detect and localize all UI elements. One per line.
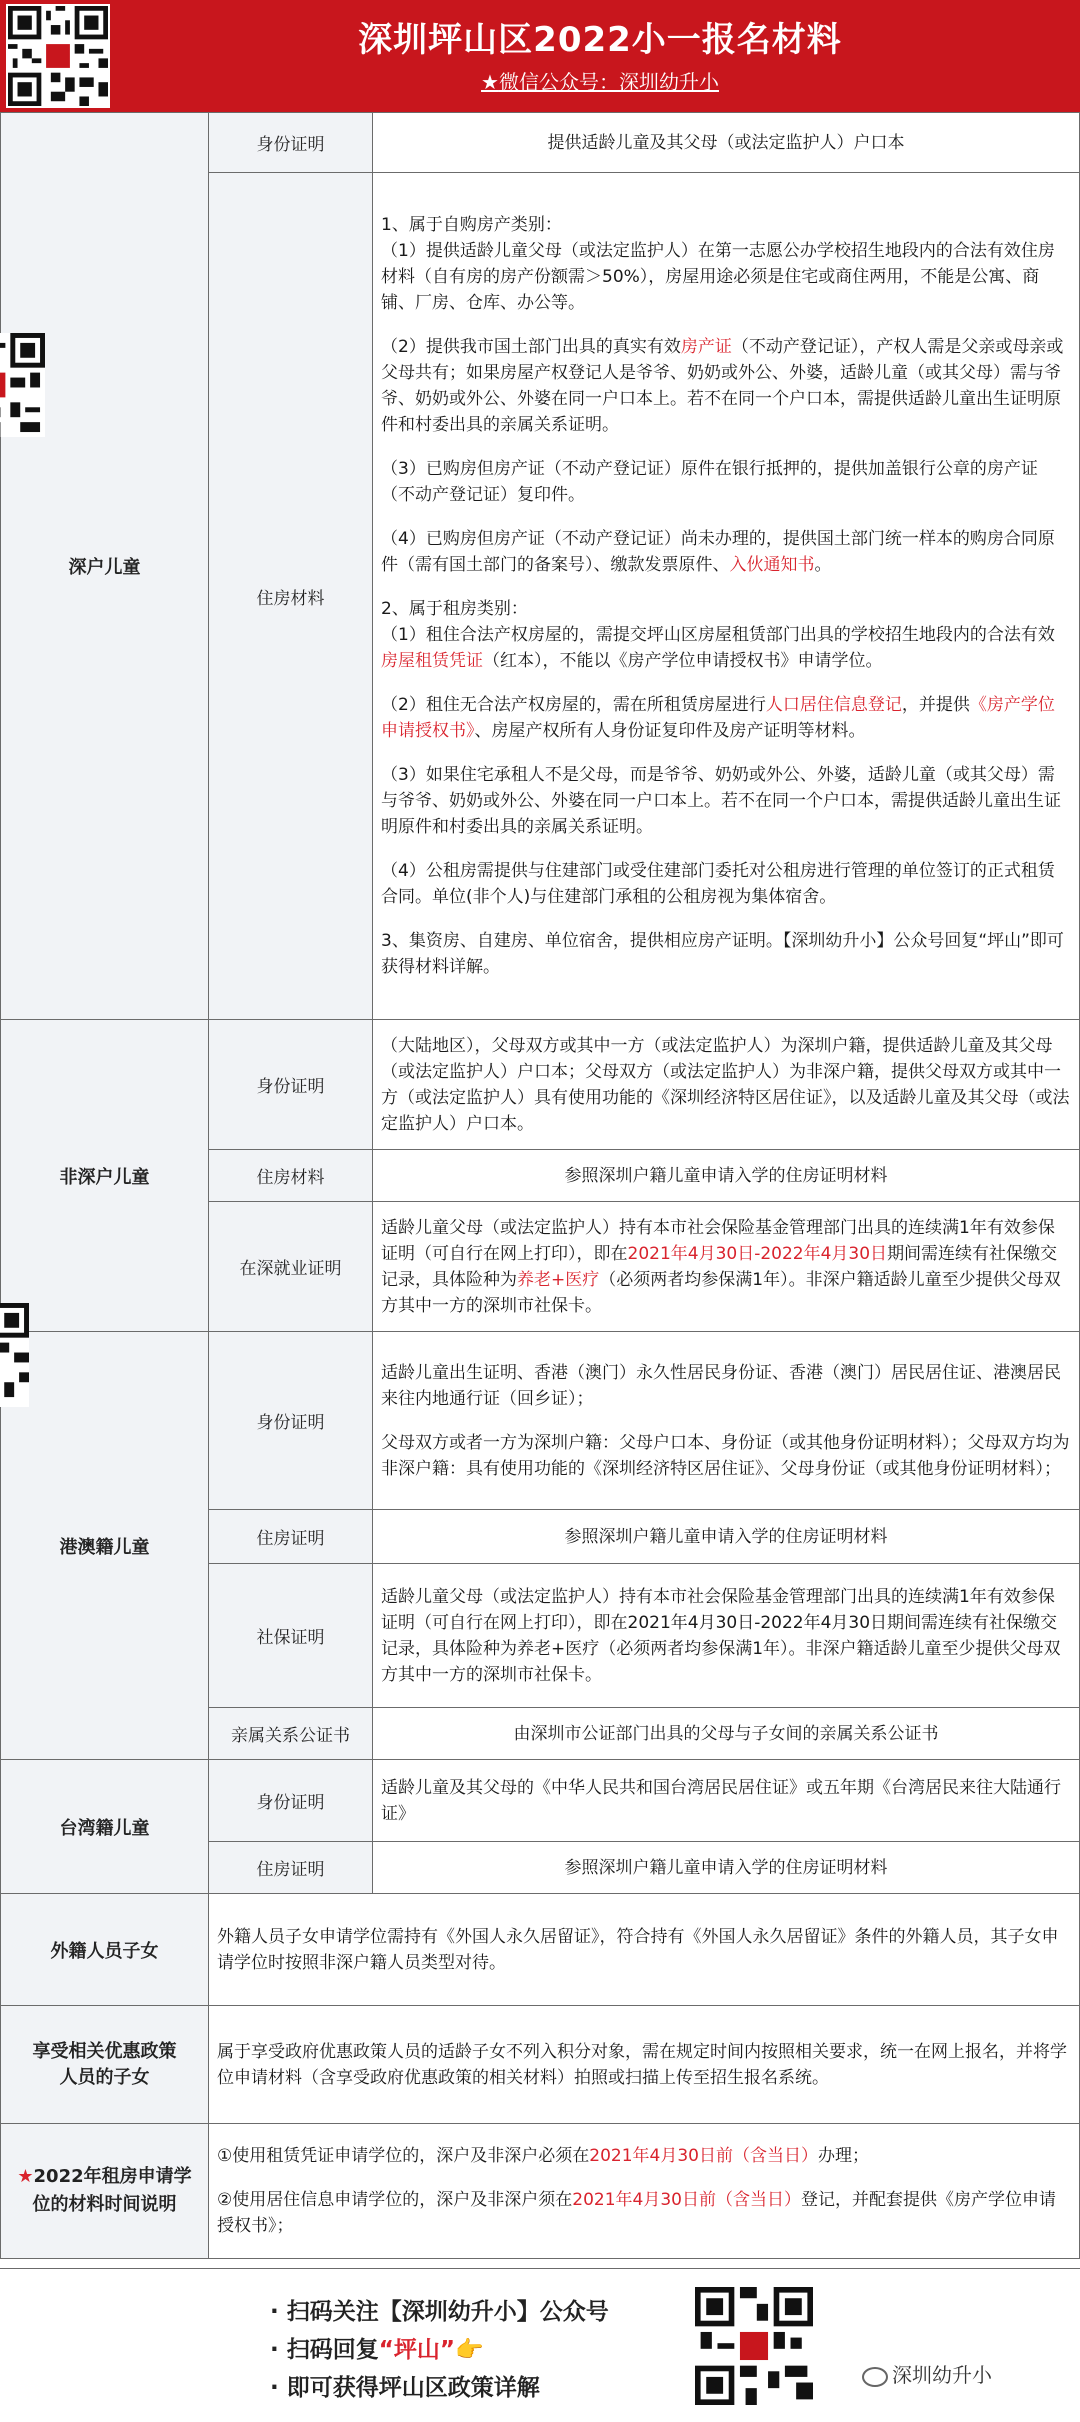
paragraph: （1）提供适龄儿童父母（或法定监护人）在第一志愿公办学校招生地段内的合法有效住房材料（自有房的房产份额需＞50%），房屋用途必须是住宅或商住两用，不能是公寓、商铺、厂房、仓库、办公等。 — [381, 241, 1055, 313]
table-row — [1, 1020, 1080, 1150]
content-cell: 由深圳市公证部门出具的父母与子女间的亲属关系公证书 — [373, 1708, 1080, 1760]
content-cell: 适龄儿童及其父母的《中华人民共和国台湾居民居住证》或五年期《台湾居民来往大陆通行证》 — [373, 1760, 1080, 1842]
highlight-text: 入伙通知书 — [729, 555, 815, 575]
category-gangao — [1, 1332, 209, 1760]
text-span: 、房屋产权所有人身份证复印件及房产证明等材料。 — [474, 721, 866, 741]
table-row — [1, 1894, 1080, 2006]
footer-line: · 即可获得坪山区政策详解 — [270, 2375, 540, 2401]
text-span: · 扫码回复 — [270, 2337, 379, 2363]
paragraph — [217, 2143, 1071, 2169]
subcategory-label: 住房证明 — [209, 1510, 373, 1564]
subcategory-label: 身份证明 — [209, 1332, 373, 1510]
table-row — [1, 113, 1080, 173]
highlight-text: 2021年4月30日-2022年4月30日 — [627, 1243, 888, 1264]
paragraph — [381, 622, 1071, 674]
category-shenhu — [1, 113, 209, 1020]
paragraph: 3、集资房、自建房、单位宿舍，提供相应房产证明。【深圳幼升小】公众号回复“坪山”即可获得材料详解。 — [381, 931, 1064, 977]
category-taiwan: 台湾籍儿童 — [1, 1760, 209, 1894]
paragraph: （3）如果住宅承租人不是父母，而是爷爷、奶奶或外公、外婆，适龄儿童（或其父母）需与爷爷、奶奶或外公、外婆在同一户口本上。若不在同一个户口本，需提供适龄儿童出生证明原件和村委出具的亲属关系证明。 — [381, 765, 1061, 837]
wechat-account — [862, 2359, 992, 2388]
header-banner — [0, 0, 1080, 112]
footer-promo — [0, 2268, 1080, 2422]
subcategory-label: 在深就业证明 — [209, 1202, 373, 1332]
qr-code-icon — [695, 2287, 813, 2405]
text-span: 。 — [814, 555, 832, 575]
highlight-text: 房产证 — [680, 337, 732, 357]
text-span: ②使用居住信息申请学位的，深户及非深户须在 — [217, 2190, 573, 2210]
star-icon: ★ — [17, 2166, 34, 2187]
wechat-icon — [862, 2367, 888, 2387]
content-cell — [373, 173, 1080, 1020]
qr-code-icon — [0, 1303, 29, 1407]
text-span: （1）租住合法产权房屋的，需提交坪山区房屋租赁部门出具的学校招生地段内的合法有效 — [381, 625, 1055, 645]
content-cell: 适龄儿童父母（或法定监护人）持有本市社会保险基金管理部门出具的连续满1年有效参保证明（可自行在网上打印），即在2021年4月30日-2022年4月30日期间需连续有社保缴交记录，具体险种为养老+医疗（必须两者均参保满1年）。非深户籍适龄儿童至少提供父母双方其中一方的深圳市社保卡。 — [373, 1564, 1080, 1708]
table-row — [1, 2124, 1080, 2259]
content-cell — [209, 2124, 1080, 2259]
page-title: 深圳坪山区2022小一报名材料 — [358, 20, 842, 60]
paragraph — [381, 334, 1071, 438]
subcategory-label: 亲属关系公证书 — [209, 1708, 373, 1760]
qr-code-icon — [6, 4, 110, 108]
highlight-text: 房屋租赁凭证 — [381, 651, 483, 671]
paragraph: 1、属于自购房产类别： — [381, 215, 562, 235]
footer-line — [270, 2331, 484, 2364]
text-span: （2）租住无合法产权房屋的，需在所租赁房屋进行 — [381, 695, 766, 715]
subcategory-label: 住房材料 — [209, 1150, 373, 1202]
text-span: （红本），不能以《房产学位申请授权书》申请学位。 — [483, 651, 883, 671]
subtitle-text: 微信公众号：深圳幼升小 — [498, 70, 719, 94]
category-feishenhu: 非深户儿童 — [1, 1020, 209, 1332]
subcategory-label: 住房证明 — [209, 1842, 373, 1894]
text-span: （2）提供我市国土部门出具的真实有效 — [381, 337, 681, 357]
content-cell: 参照深圳户籍儿童申请入学的住房证明材料 — [373, 1510, 1080, 1564]
category-rental — [1, 2124, 209, 2259]
highlight-text: 2021年4月30日前（含当日） — [589, 2146, 818, 2166]
materials-table — [0, 112, 1080, 2259]
highlight-text: “坪山” — [378, 2337, 455, 2363]
paragraph: （4）公租房需提供与住建部门或受住建部门委托对公租房进行管理的单位签订的正式租赁合同。单位(非个人)与住建部门承租的公租房视为集体宿舍。 — [381, 861, 1055, 907]
text-span: （必须两者均参保满1年）。非深户籍适龄儿童至少提供父母双方其中一方的深圳市社保卡。 — [381, 1269, 1061, 1316]
category-foreign: 外籍人员子女 — [1, 1894, 209, 2006]
text-span: 办理； — [817, 2146, 869, 2166]
text-span: （不动产登记证），产权人需是父亲或母亲或父母共有；如果房屋产权登记人是爷爷、奶奶或外公、外婆，适龄儿童（或其父母）需与爷爷、奶奶或外公、外婆在同一户口本上。若不在同一个户口本，需提供适龄儿童出生证明原件和村委出具的亲属关系证明。 — [381, 337, 1064, 435]
text-span: 适龄儿童父母（或法定监护人）持有本市社会保险基金管理部门出具的连续满1年有效参保证明（可自行在网上打印），即在 — [381, 1217, 1055, 1264]
subcategory-label: 社保证明 — [209, 1564, 373, 1708]
subcategory-label: 身份证明 — [209, 1020, 373, 1150]
paragraph: 适龄儿童出生证明、香港（澳门）永久性居民身份证、香港（澳门）居民居住证、港澳居民来往内地通行证（回乡证）； — [381, 1362, 1061, 1409]
content-cell: （大陆地区），父母双方或其中一方（或法定监护人）为深圳户籍，提供适龄儿童及其父母（或法定监护人）户口本；父母双方（或法定监护人）为非深户籍，提供父母双方或其中一方（或法定监护人）具有使用功能的《深圳经济特区居住证》，以及适龄儿童及其父母（或法定监护人）户口本。 — [373, 1020, 1080, 1150]
highlight-text: 《房产学位申请授权书》 — [381, 695, 1055, 741]
subcategory-label: 身份证明 — [209, 113, 373, 173]
wechat-name: 深圳幼升小 — [892, 2363, 992, 2387]
table-row — [1, 1760, 1080, 1842]
category-label: 2022年租房申请学位的材料时间说明 — [32, 2166, 192, 2215]
highlight-text: 人口居住信息登记 — [765, 695, 902, 715]
content-cell: 参照深圳户籍儿童申请入学的住房证明材料 — [373, 1842, 1080, 1894]
paragraph — [381, 692, 1071, 744]
content-cell — [373, 1332, 1080, 1510]
paragraph: （3）已购房但房产证（不动产登记证）原件在银行抵押的，提供加盖银行公章的房产证（不动产登记证）复印件。 — [381, 459, 1038, 505]
paragraph: 2、属于租房类别： — [381, 599, 528, 619]
subcategory-label: 住房材料 — [209, 173, 373, 1020]
text-span: ，并提供 — [901, 695, 970, 715]
table-row — [1, 1332, 1080, 1510]
text-span: ①使用租赁凭证申请学位的，深户及非深户必须在 — [217, 2146, 590, 2166]
paragraph — [381, 526, 1071, 578]
star-icon: ★ — [481, 70, 499, 94]
content-cell: 外籍人员子女申请学位需持有《外国人永久居留证》，符合持有《外国人永久居留证》条件的外籍人员，其子女申请学位时按照非深户籍人员类型对待。 — [209, 1894, 1080, 2006]
footer-line: · 扫码关注【深圳幼升小】公众号 — [270, 2299, 609, 2325]
paragraph: 父母双方或者一方为深圳户籍：父母户口本、身份证（或其他身份证明材料）；父母双方均为非深户籍：具有使用功能的《深圳经济特区居住证》、父母身份证（或其他身份证明材料）； — [381, 1432, 1070, 1479]
table-row — [1, 2006, 1080, 2124]
content-cell — [373, 1202, 1080, 1332]
content-cell: 属于享受政府优惠政策人员的适龄子女不列入积分对象，需在规定时间内按照相关要求，统一在网上报名，并将学位申请材料（含享受政府优惠政策的相关材料）拍照或扫描上传至招生报名系统。 — [209, 2006, 1080, 2124]
text-span: 期间需连续有社保缴交记录，具体险种为 — [381, 1243, 1058, 1290]
category-label: 港澳籍儿童 — [59, 1536, 150, 1558]
content-cell: 参照深圳户籍儿童申请入学的住房证明材料 — [373, 1150, 1080, 1202]
pointing-hand-icon: 👉 — [454, 2337, 484, 2363]
text-span: 登记，并配套提供《房产学位申请授权书》； — [217, 2190, 1056, 2236]
text-span: （4）已购房但房产证（不动产登记证）尚未办理的，提供国土部门统一样本的购房合同原件（需有国土部门的备案号）、缴款发票原件、 — [381, 529, 1055, 575]
page-subtitle — [120, 66, 1080, 95]
category-label: 深户儿童 — [68, 557, 141, 578]
highlight-text: 养老+医疗 — [517, 1269, 600, 1290]
qr-code-icon — [0, 333, 45, 437]
paragraph — [217, 2187, 1071, 2239]
content-cell: 提供适龄儿童及其父母（或法定监护人）户口本 — [373, 113, 1080, 173]
highlight-text: 2021年4月30日前（含当日） — [572, 2190, 801, 2210]
subcategory-label: 身份证明 — [209, 1760, 373, 1842]
category-policy: 享受相关优惠政策人员的子女 — [1, 2006, 209, 2124]
